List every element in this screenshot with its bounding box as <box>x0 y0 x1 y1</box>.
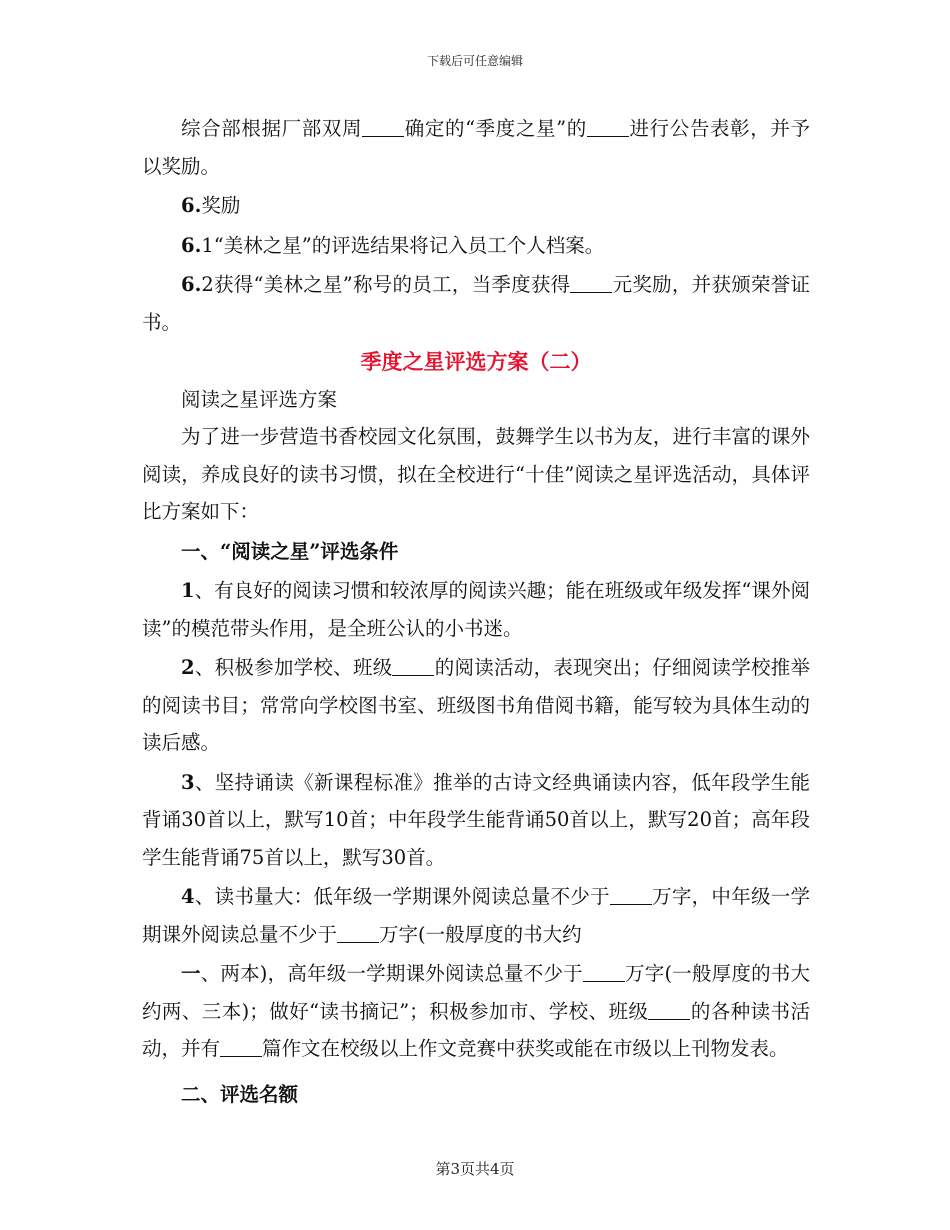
document-body <box>142 110 810 1113</box>
blank-line <box>587 117 629 138</box>
criteria-item-1: 1、有良好的阅读习惯和较浓厚的阅读兴趣；能在班级或年级发挥“课外阅读”的模范带头作用，是全班公认的小书迷。 <box>142 579 810 640</box>
paragraph-intro: 为了进一步营造书香校园文化氛围，鼓舞学生以书为友，进行丰富的课外阅读，养成良好的读书习惯，拟在全校进行“十佳”阅读之星评选活动，具体评比方案如下： <box>142 425 810 523</box>
criteria-item-4-continued: 一、两本)，高年级一学期课外阅读总量不少于 万字(一般厚度的书大约两、三本)；做好“读书摘记”；积极参加市、学校、班级 的各种读书活动，并有 篇作文在校级以上作文竞赛中获奖或能在市级以上刊物发表。 <box>142 962 810 1060</box>
blank-line <box>610 885 652 906</box>
page-footer: 第3页共4页 <box>435 1160 515 1178</box>
paragraph-reward-heading: 6.奖励 <box>181 194 241 217</box>
paragraph-announcement: 综合部根据厂部双周 确定的“季度之星”的 进行公告表彰，并予以奖励。 <box>142 117 810 178</box>
blank-line <box>392 656 434 677</box>
page-header: 下载后可任意编辑 <box>426 54 523 68</box>
criteria-item-2: 2、积极参加学校、班级 的阅读活动，表现突出；仔细阅读学校推举的阅读书目；常常向学校图书室、班级图书角借阅书籍，能写较为具体生动的读后感。 <box>142 656 810 754</box>
blank-line <box>337 922 379 943</box>
blank-line <box>648 999 690 1020</box>
blank-line <box>220 1037 262 1058</box>
blank-line <box>570 273 612 294</box>
criteria-item-3: 3、坚持诵读《新课程标准》推举的古诗文经典诵读内容，低年段学生能背诵30首以上，默写10首；中年段学生能背诵50首以上，默写20首；高年段学生能背诵75首以上，默写30首。 <box>142 770 810 869</box>
section-title: 季度之星评选方案（二） <box>360 349 592 374</box>
criteria-item-4: 4、读书量大：低年级一学期课外阅读总量不少于 万字，中年级一学期课外阅读总量不少于 万字(一般厚度的书大约 <box>142 885 810 946</box>
heading-quota: 二、评选名额 <box>181 1082 299 1106</box>
heading-criteria: 一、“阅读之星”评选条件 <box>181 539 399 563</box>
paragraph-reward-2: 6.2获得“美林之星”称号的员工，当季度获得 元奖励，并获颁荣誉证书。 <box>142 273 810 334</box>
blank-line <box>362 117 404 138</box>
blank-line <box>583 962 625 983</box>
paragraph-subtitle: 阅读之星评选方案 <box>181 387 338 411</box>
paragraph-reward-1: 6.1“美林之星”的评选结果将记入员工个人档案。 <box>181 233 605 257</box>
